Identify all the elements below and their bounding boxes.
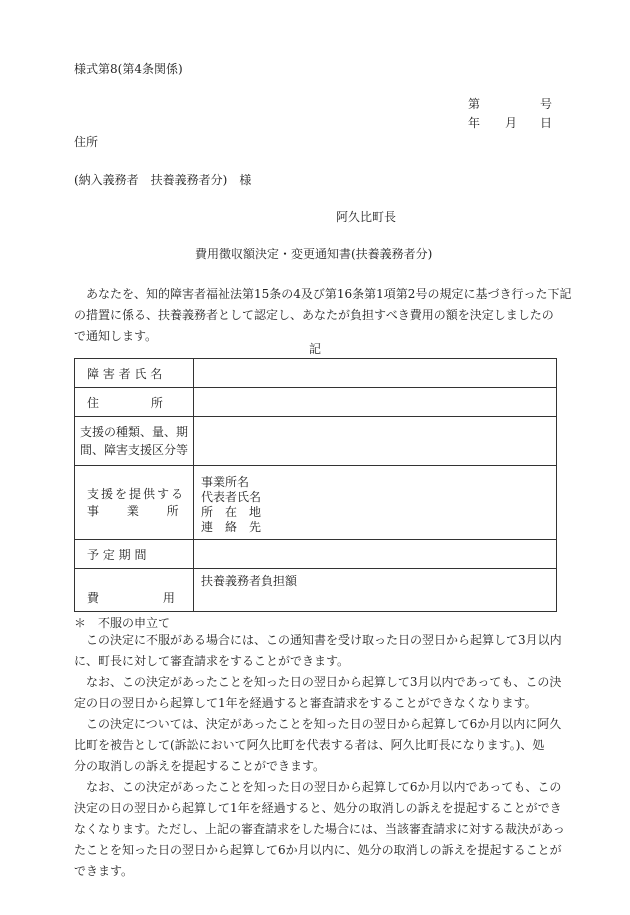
label-support — [75, 423, 193, 459]
value-cell — [194, 569, 557, 612]
value-cell — [194, 540, 557, 569]
provider-field-location: 所 在 地 — [201, 504, 262, 519]
table-row — [75, 388, 557, 417]
label-provider-line1: 支援を提供する — [87, 486, 186, 501]
label-cell — [75, 540, 194, 569]
label-provider — [75, 486, 193, 520]
label-provider-line2: 事 業 所 — [87, 503, 179, 518]
appeal-line: 決定の日の翌日から起算して1年を経過すると、処分の取消しの訴えを提起することができ — [74, 801, 562, 815]
ki-label: 記 — [309, 342, 322, 356]
value-cell — [194, 388, 557, 417]
table-row — [75, 417, 557, 466]
label-support-line1: 支援の種類、量、期 — [80, 425, 189, 439]
label-cell — [75, 388, 194, 417]
label-cost: 費 用 — [87, 590, 175, 605]
value-cell — [194, 466, 557, 540]
ref-go: 号 — [540, 97, 553, 111]
provider-field-contact: 連 絡 先 — [201, 519, 262, 534]
table-row — [75, 359, 557, 388]
table-row — [75, 466, 557, 540]
table-row — [75, 540, 557, 569]
label-cell — [75, 359, 194, 388]
body-line: で通知します。 — [74, 329, 158, 343]
issuer: 阿久比町長 — [336, 210, 397, 224]
appeal-line: この決定に不服がある場合には、この通知書を受け取った日の翌日から起算して3月以内 — [86, 633, 562, 647]
provider-field-name: 事業所名 — [201, 474, 250, 489]
appeal-line: に、町長に対して審査請求をすることができます。 — [74, 654, 350, 668]
appeal-line: たことを知った日の翌日から起算して6か月以内に、処分の取消しの訴えを提起することが — [74, 843, 562, 857]
date-nen: 年 — [468, 116, 481, 130]
detail-table — [74, 358, 557, 612]
appeal-heading: ＊ 不服の申立て — [74, 616, 171, 630]
body-line: あなたを、知的障害者福祉法第15条の4及び第16条第1項第2号の規定に基づき行った下記 — [86, 287, 572, 301]
provider-field-rep: 代表者氏名 — [201, 489, 262, 504]
label-cell — [75, 569, 194, 612]
table-row — [75, 569, 557, 612]
cost-field: 扶養義務者負担額 — [201, 574, 298, 588]
date-hi: 日 — [540, 116, 553, 130]
recipient: (納入義務者 扶養義務者分) 様 — [74, 173, 252, 187]
appeal-text — [74, 630, 565, 882]
label-cell — [75, 466, 194, 540]
label-address: 住 所 — [87, 395, 163, 410]
label-support-line2: 間、障害支援区分等 — [80, 443, 189, 457]
provider-fields — [194, 467, 556, 539]
appeal-line: なお、この決定があったことを知った日の翌日から起算して6か月以内であっても、この — [86, 780, 562, 794]
label-name: 障 害 者 氏 名 — [87, 366, 163, 381]
document-title: 費用徴収額決定・変更通知書(扶養義務者分) — [195, 247, 433, 261]
value-cell — [194, 417, 557, 466]
value-cell — [194, 359, 557, 388]
label-period: 予 定 期 間 — [87, 547, 147, 562]
appeal-line: 定の日の翌日から起算して1年を経過すると審査請求をすることができなくなります。 — [74, 696, 537, 710]
appeal-line: できます。 — [74, 864, 134, 878]
appeal-line: なお、この決定があったことを知った日の翌日から起算して3月以内であっても、この決 — [86, 675, 562, 689]
body-line: の措置に係る、扶養義務者として認定し、あなたが負担すべき費用の額を決定しましたの — [74, 308, 554, 322]
address-label: 住所 — [74, 135, 99, 149]
body-text — [74, 284, 571, 347]
appeal-line: なくなります。ただし、上記の審査請求をした場合には、当該審査請求に対する裁決があっ — [74, 822, 565, 836]
appeal-line: 比町を被告として(訴訟において阿久比町を代表する者は、阿久比町長になります。)、処 — [74, 738, 545, 752]
appeal-line: 分の取消しの訴えを提起することができます。 — [74, 759, 326, 773]
label-cell — [75, 417, 194, 466]
date-tsuki: 月 — [505, 116, 518, 130]
ref-dai: 第 — [468, 97, 481, 111]
form-id: 様式第8(第4条関係) — [74, 62, 183, 76]
appeal-line: この決定については、決定があったことを知った日の翌日から起算して6か月以内に阿久 — [86, 717, 562, 731]
